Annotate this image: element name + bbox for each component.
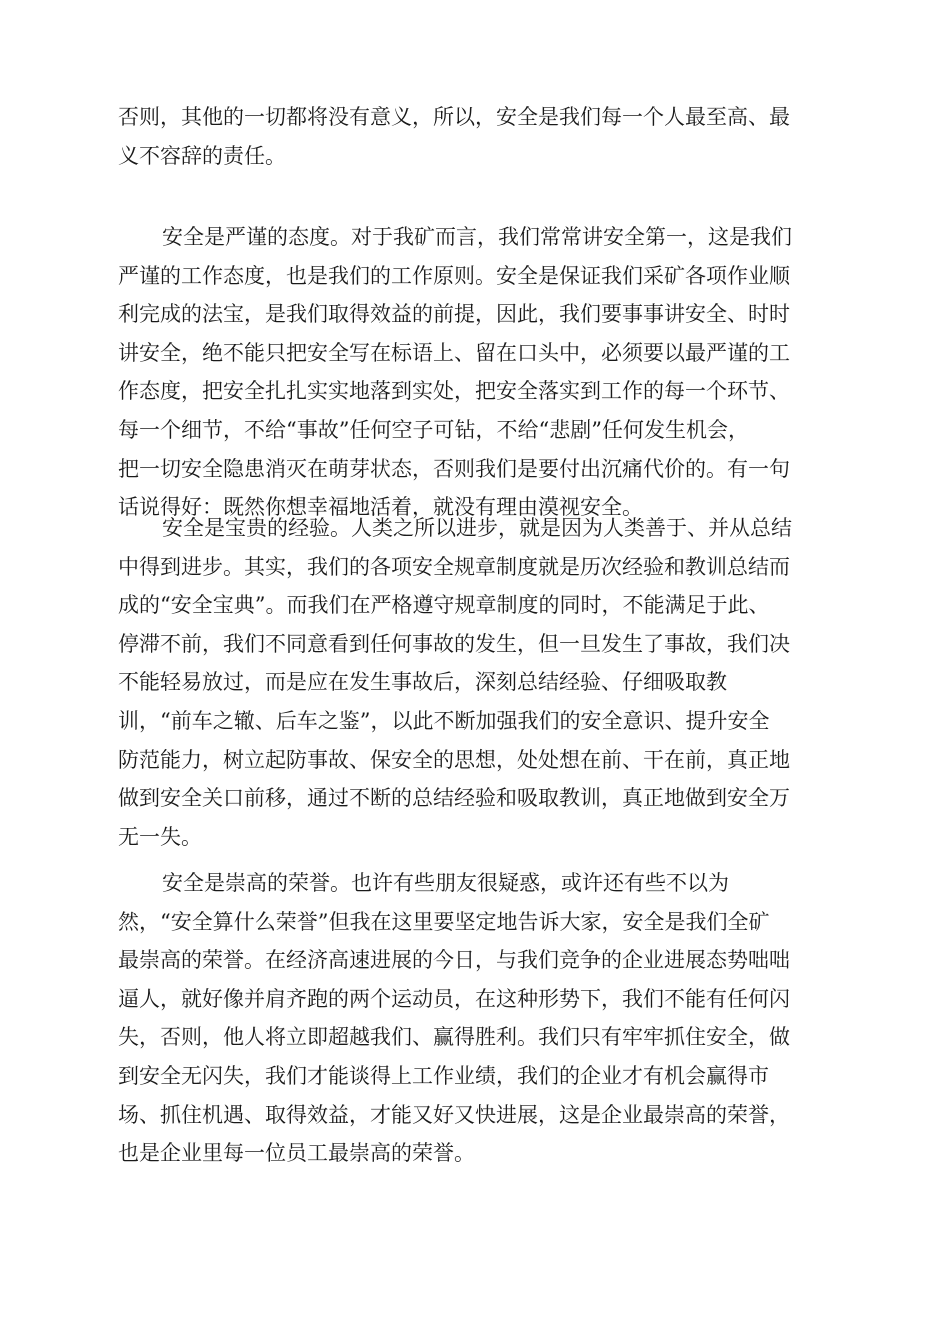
text-line: 成的“安全宝典”。而我们在严格遵守规章制度的同时，不能满足于此、	[118, 593, 770, 617]
text-line: 停滞不前，我们不同意看到任何事故的发生，但一旦发生了事故，我们决	[118, 632, 790, 656]
text-line: 安全是宝贵的经验。人类之所以进步，就是因为人类善于、并从总结	[162, 516, 792, 540]
text-line: 到安全无闪失，我们才能谈得上工作业绩，我们的企业才有机会赢得市	[118, 1064, 769, 1088]
text-line: 利完成的法宝，是我们取得效益的前提，因此，我们要事事讲安全、时时	[118, 302, 790, 326]
text-line: 讲安全，绝不能只把安全写在标语上、留在口头中，必须要以最严谨的工	[118, 341, 790, 365]
text-line: 场、抓住机遇、取得效益，才能又好又快进展，这是企业最崇高的荣誉，	[118, 1103, 790, 1127]
text-line: 把一切安全隐患消灭在萌芽状态，否则我们是要付出沉痛代价的。有一句	[118, 457, 790, 481]
text-line: 话说得好：既然你想幸福地活着，就没有理由漠视安全。	[118, 495, 643, 519]
text-line: 防范能力，树立起防事故、保安全的思想，处处想在前、干在前，真正地	[118, 748, 790, 772]
text-line: 安全是严谨的态度。对于我矿而言，我们常常讲安全第一，这是我们	[162, 225, 792, 249]
text-line: 作态度，把安全扎扎实实地落到实处，把安全落实到工作的每一个环节、	[118, 379, 790, 403]
text-line: 严谨的工作态度，也是我们的工作原则。安全是保证我们采矿各项作业顺	[118, 264, 790, 288]
text-line: 中得到进步。其实，我们的各项安全规章制度就是历次经验和教训总结而	[118, 555, 790, 579]
text-line: 训，“前车之辙、后车之鉴”，以此不断加强我们的安全意识、提升安全	[118, 709, 770, 733]
text-line: 失，否则，他人将立即超越我们、赢得胜利。我们只有牢牢抓住安全，做	[118, 1025, 790, 1049]
text-line: 否则，其他的一切都将没有意义，所以，安全是我们每一个人最至高、最	[118, 105, 790, 129]
text-line: 然，“安全算什么荣誉”但我在这里要坚定地告诉大家，安全是我们全矿	[118, 910, 770, 934]
text-line: 每一个细节，不给“事故”任何空子可钻，不给“悲剧”任何发生机会，	[118, 418, 749, 442]
text-line: 安全是崇高的荣誉。也许有些朋友很疑惑，或许还有些不以为	[162, 871, 729, 895]
text-line: 也是企业里每一位员工最崇高的荣誉。	[118, 1141, 475, 1165]
text-line: 义不容辞的责任。	[118, 144, 286, 168]
text-line: 不能轻易放过，而是应在发生事故后，深刻总结经验、仔细吸取教	[118, 670, 727, 694]
text-line: 无一失。	[118, 825, 202, 849]
text-line: 逼人，就好像并肩齐跑的两个运动员，在这种形势下，我们不能有任何闪	[118, 987, 790, 1011]
text-line: 做到安全关口前移，通过不断的总结经验和吸取教训，真正地做到安全万	[118, 786, 790, 810]
text-line: 最崇高的荣誉。在经济高速进展的今日，与我们竞争的企业进展态势咄咄	[118, 948, 790, 972]
